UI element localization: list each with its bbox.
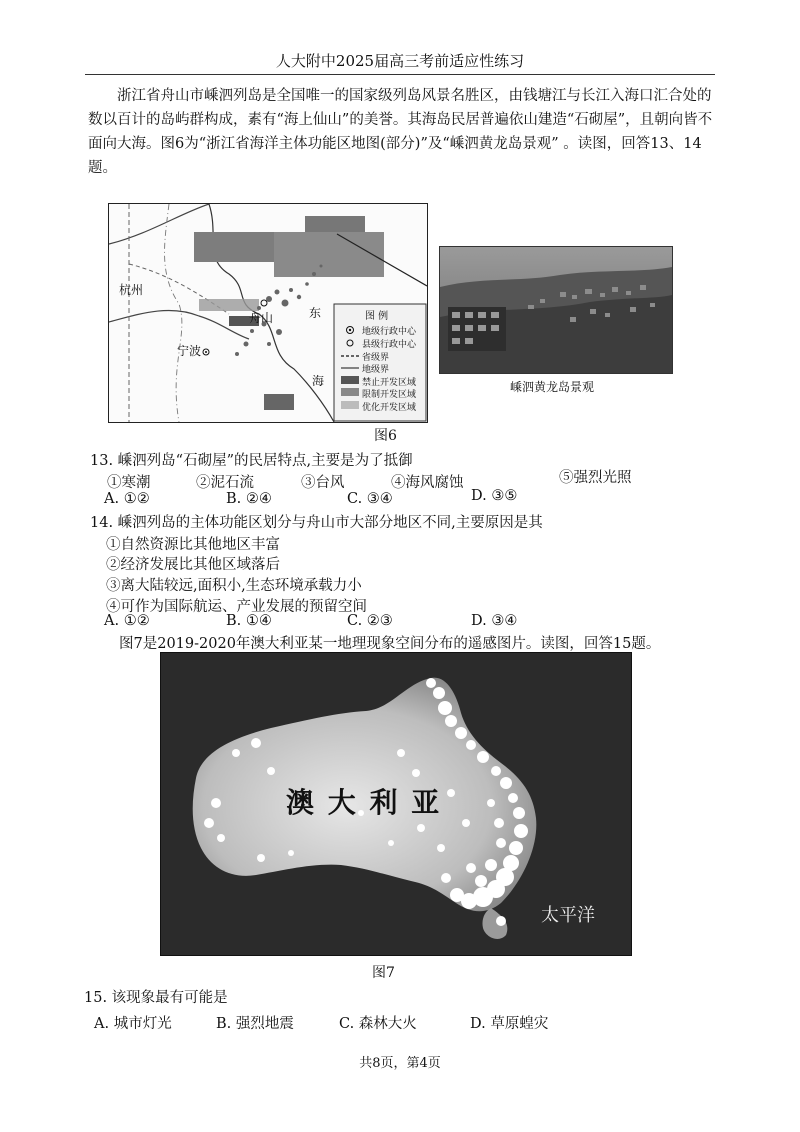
legend-item: 省级界 bbox=[362, 353, 390, 363]
q13-option-a: A. ①② bbox=[104, 491, 150, 507]
q15-option-b: B. 强烈地震 bbox=[216, 1016, 294, 1032]
q15-stem: 15. 该现象最有可能是 bbox=[84, 990, 228, 1006]
legend-item: 禁止开发区域 bbox=[362, 378, 417, 388]
pacific-label: 太平洋 bbox=[541, 905, 595, 926]
q13-item: ④海风腐蚀 bbox=[391, 475, 464, 491]
map-label-ningbo: 宁波 bbox=[177, 344, 202, 358]
legend-title: 图 例 bbox=[365, 311, 389, 322]
intro-paragraph: 浙江省舟山市嵊泗列岛是全国唯一的国家级列岛风景名胜区，由钱塘江与长江入海口汇合处的数以百计的岛屿群构成，素有“海上仙山”的美誉。其海岛民居普遍依山建造“石砌屋”，且朝向皆不面向大海。图6为“浙江省海洋主体功能区地图(部分)”及“嵊泗黄龙岛景观” 。读图，回答13、14题。 bbox=[88, 88, 713, 176]
map-label-zhoushan: 舟山 bbox=[249, 311, 274, 325]
legend-item: 地级界 bbox=[362, 365, 390, 375]
figure6-photo bbox=[439, 246, 673, 374]
figure6-map bbox=[108, 203, 428, 423]
q15-option-c: C. 森林大火 bbox=[339, 1016, 417, 1032]
q13-option-d: D. ③⑤ bbox=[471, 488, 518, 504]
q13-item: ⑤强烈光照 bbox=[559, 470, 632, 486]
figure7-satellite-image bbox=[160, 652, 632, 956]
page-footer: 共8页，第4页 bbox=[359, 1056, 441, 1071]
header-divider bbox=[85, 74, 715, 75]
map-label-hai: 海 bbox=[312, 374, 325, 388]
q14-option-c: C. ②③ bbox=[347, 613, 393, 629]
q13-item: ③台风 bbox=[301, 475, 345, 491]
q15-option-a: A. 城市灯光 bbox=[94, 1016, 172, 1032]
q13-stem: 13. 嵊泗列岛“石砌屋”的民居特点,主要是为了抵御 bbox=[90, 453, 413, 469]
figure7-caption: 图7 bbox=[372, 965, 395, 981]
q13-item: ②泥石流 bbox=[196, 475, 254, 491]
figure7-intro: 图7是2019-2020年澳大利亚某一地理现象空间分布的遥感图片。读图，回答15题。 bbox=[119, 636, 661, 652]
q14-item: ④可作为国际航运、产业发展的预留空间 bbox=[106, 599, 367, 615]
map-label-hangzhou: 杭州 bbox=[119, 283, 144, 297]
australia-label: 澳 大 利 亚 bbox=[286, 786, 442, 819]
q14-item: ③离大陆较远,面积小,生态环境承载力小 bbox=[106, 578, 362, 594]
q13-option-c: C. ③④ bbox=[347, 491, 393, 507]
page-header: 人大附中2025届高三考前适应性练习 bbox=[275, 52, 525, 70]
photo-caption: 嵊泗黄龙岛景观 bbox=[510, 380, 595, 394]
q14-option-a: A. ①② bbox=[104, 613, 150, 629]
q13-option-b: B. ②④ bbox=[226, 491, 272, 507]
figure6-caption: 图6 bbox=[374, 428, 397, 444]
q15-option-d: D. 草原蝗灾 bbox=[470, 1016, 549, 1032]
q14-stem: 14. 嵊泗列岛的主体功能区划分与舟山市大部分地区不同,主要原因是其 bbox=[90, 515, 543, 531]
legend-item: 地级行政中心 bbox=[362, 327, 417, 337]
legend-item: 限制开发区域 bbox=[362, 390, 417, 400]
legend-item: 县级行政中心 bbox=[362, 340, 417, 350]
legend-item: 优化开发区域 bbox=[362, 403, 417, 413]
q14-option-b: B. ①④ bbox=[226, 613, 272, 629]
q14-item: ①自然资源比其他地区丰富 bbox=[106, 537, 280, 553]
landscape-photo bbox=[440, 247, 672, 373]
q13-item: ①寒潮 bbox=[107, 475, 151, 491]
q14-item: ②经济发展比其他区域落后 bbox=[106, 557, 280, 573]
map-label-dong: 东 bbox=[309, 306, 322, 320]
q14-option-d: D. ③④ bbox=[471, 613, 518, 629]
